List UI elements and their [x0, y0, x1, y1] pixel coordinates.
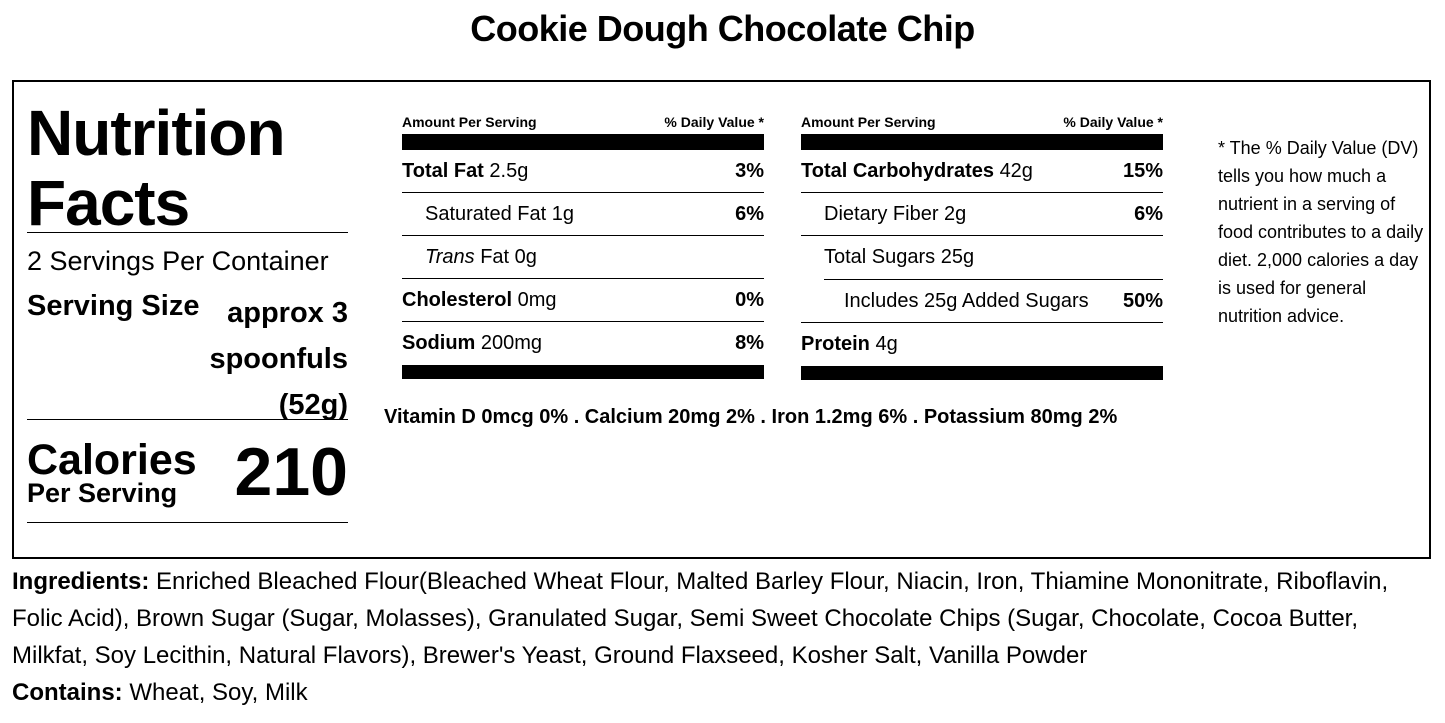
nutrient-row-total-carbohydrates	[801, 150, 1163, 193]
ingredients-label: Ingredients:	[12, 568, 150, 595]
daily-value-header: % Daily Value *	[1063, 114, 1163, 130]
table-header	[402, 114, 764, 134]
divider	[27, 232, 348, 233]
nutrient-name: Cholesterol	[402, 288, 513, 311]
thick-rule	[402, 365, 764, 379]
nutrient-name: Protein	[801, 333, 870, 355]
nutrient-amount: 0mg	[517, 288, 557, 311]
nutrient-row-added-sugars	[801, 280, 1163, 323]
nutrient-row-cholesterol	[402, 279, 764, 322]
heading-line2: Facts	[27, 167, 190, 239]
nutrient-amount: 42g	[999, 159, 1033, 182]
nutrient-table-left	[402, 114, 764, 379]
nutrient-name: Sodium	[402, 332, 476, 354]
daily-value-footnote: * The % Daily Value (DV) tells you how much a nutrient in a serving of food contributes to a daily diet. 2,000 calories a day is used for general nutrition advice.	[1218, 138, 1424, 326]
nutrient-table-right	[801, 114, 1163, 380]
nutrient-amount: 2.5g	[489, 159, 529, 182]
calories-value: 210	[234, 434, 348, 510]
nutrient-dv: 6%	[1134, 202, 1163, 225]
thick-rule	[801, 134, 1163, 150]
vitamins-minerals-line: Vitamin D 0mcg 0% . Calcium 20mg 2% . Iron 1.2mg 6% . Potassium 80mg 2%	[384, 406, 1118, 428]
serving-size-line: spoonfuls	[209, 343, 348, 375]
nutrition-facts-heading	[27, 98, 347, 238]
nutrient-amount: 1g	[551, 202, 574, 225]
amount-per-serving-header: Amount Per Serving	[402, 114, 537, 130]
nutrient-name: Total Sugars	[824, 246, 936, 268]
nutrient-dv: 3%	[735, 159, 764, 182]
nutrient-name: Trans	[425, 245, 475, 268]
divider	[27, 522, 348, 523]
thick-rule	[402, 134, 764, 150]
daily-value-header: % Daily Value *	[664, 114, 764, 130]
nutrient-name: Includes 25g Added Sugars	[844, 289, 1089, 312]
nutrient-dv: 6%	[735, 202, 764, 225]
nutrient-row-trans-fat	[402, 236, 764, 279]
serving-size-value	[184, 290, 348, 428]
divider	[27, 419, 348, 420]
serving-size-line: (52g)	[278, 389, 348, 421]
thick-rule	[801, 366, 1163, 380]
nutrient-row-total-sugars	[801, 236, 1163, 279]
ingredients-text: Enriched Bleached Flour(Bleached Wheat Flour, Malted Barley Flour, Niacin, Iron, Thiamine Mononitrate, Riboflavin, Folic Acid), Brown Sugar (Sugar, Molasses), Granulated Sugar, Semi Sweet Chocolate Chips (Sugar, Chocolate, Cocoa Butter, Milkfat, Soy Lecithin, Natural Flavors), Brewer's Yeast, Ground Flaxseed, Kosher Salt, Vanilla Powder	[12, 568, 1389, 669]
nutrient-row-sodium	[402, 322, 764, 365]
nutrient-amount: 200mg	[480, 332, 543, 354]
nutrient-name-rest: Fat	[480, 245, 510, 268]
allergens	[12, 674, 308, 711]
nutrient-name: Dietary Fiber	[824, 202, 939, 225]
nutrient-name: Total Fat	[402, 159, 484, 182]
calories-per-serving-label: Per Serving	[27, 478, 178, 508]
nutrient-row-saturated-fat	[402, 193, 764, 236]
contains-label: Contains:	[12, 679, 123, 706]
calories-label: Calories	[27, 436, 197, 484]
table-header	[801, 114, 1163, 134]
nutrient-amount: 0g	[514, 245, 537, 268]
nutrient-row-dietary-fiber	[801, 193, 1163, 236]
contains-text: Wheat, Soy, Milk	[129, 679, 308, 706]
nutrient-amount: 2g	[944, 202, 967, 225]
servings-per-container: 2 Servings Per Container	[27, 246, 329, 276]
nutrient-amount: 4g	[875, 333, 898, 355]
nutrition-facts-panel	[12, 80, 1431, 559]
serving-size-line: approx 3	[227, 297, 348, 329]
heading-line1: Nutrition	[27, 97, 285, 169]
nutrient-dv: 50%	[1122, 289, 1163, 312]
nutrient-name: Saturated Fat	[425, 202, 547, 225]
nutrient-dv: 15%	[1122, 159, 1163, 182]
nutrient-row-protein	[801, 323, 1163, 366]
product-title: Cookie Dough Chocolate Chip	[470, 8, 975, 49]
nutrient-row-total-fat	[402, 150, 764, 193]
nutrient-name: Total Carbohydrates	[801, 159, 994, 182]
nutrient-dv: 8%	[735, 332, 764, 354]
ingredients	[12, 563, 1432, 674]
serving-size-label: Serving Size	[27, 290, 200, 322]
amount-per-serving-header: Amount Per Serving	[801, 114, 936, 130]
nutrient-dv: 0%	[735, 288, 764, 311]
nutrient-amount: 25g	[940, 246, 975, 268]
